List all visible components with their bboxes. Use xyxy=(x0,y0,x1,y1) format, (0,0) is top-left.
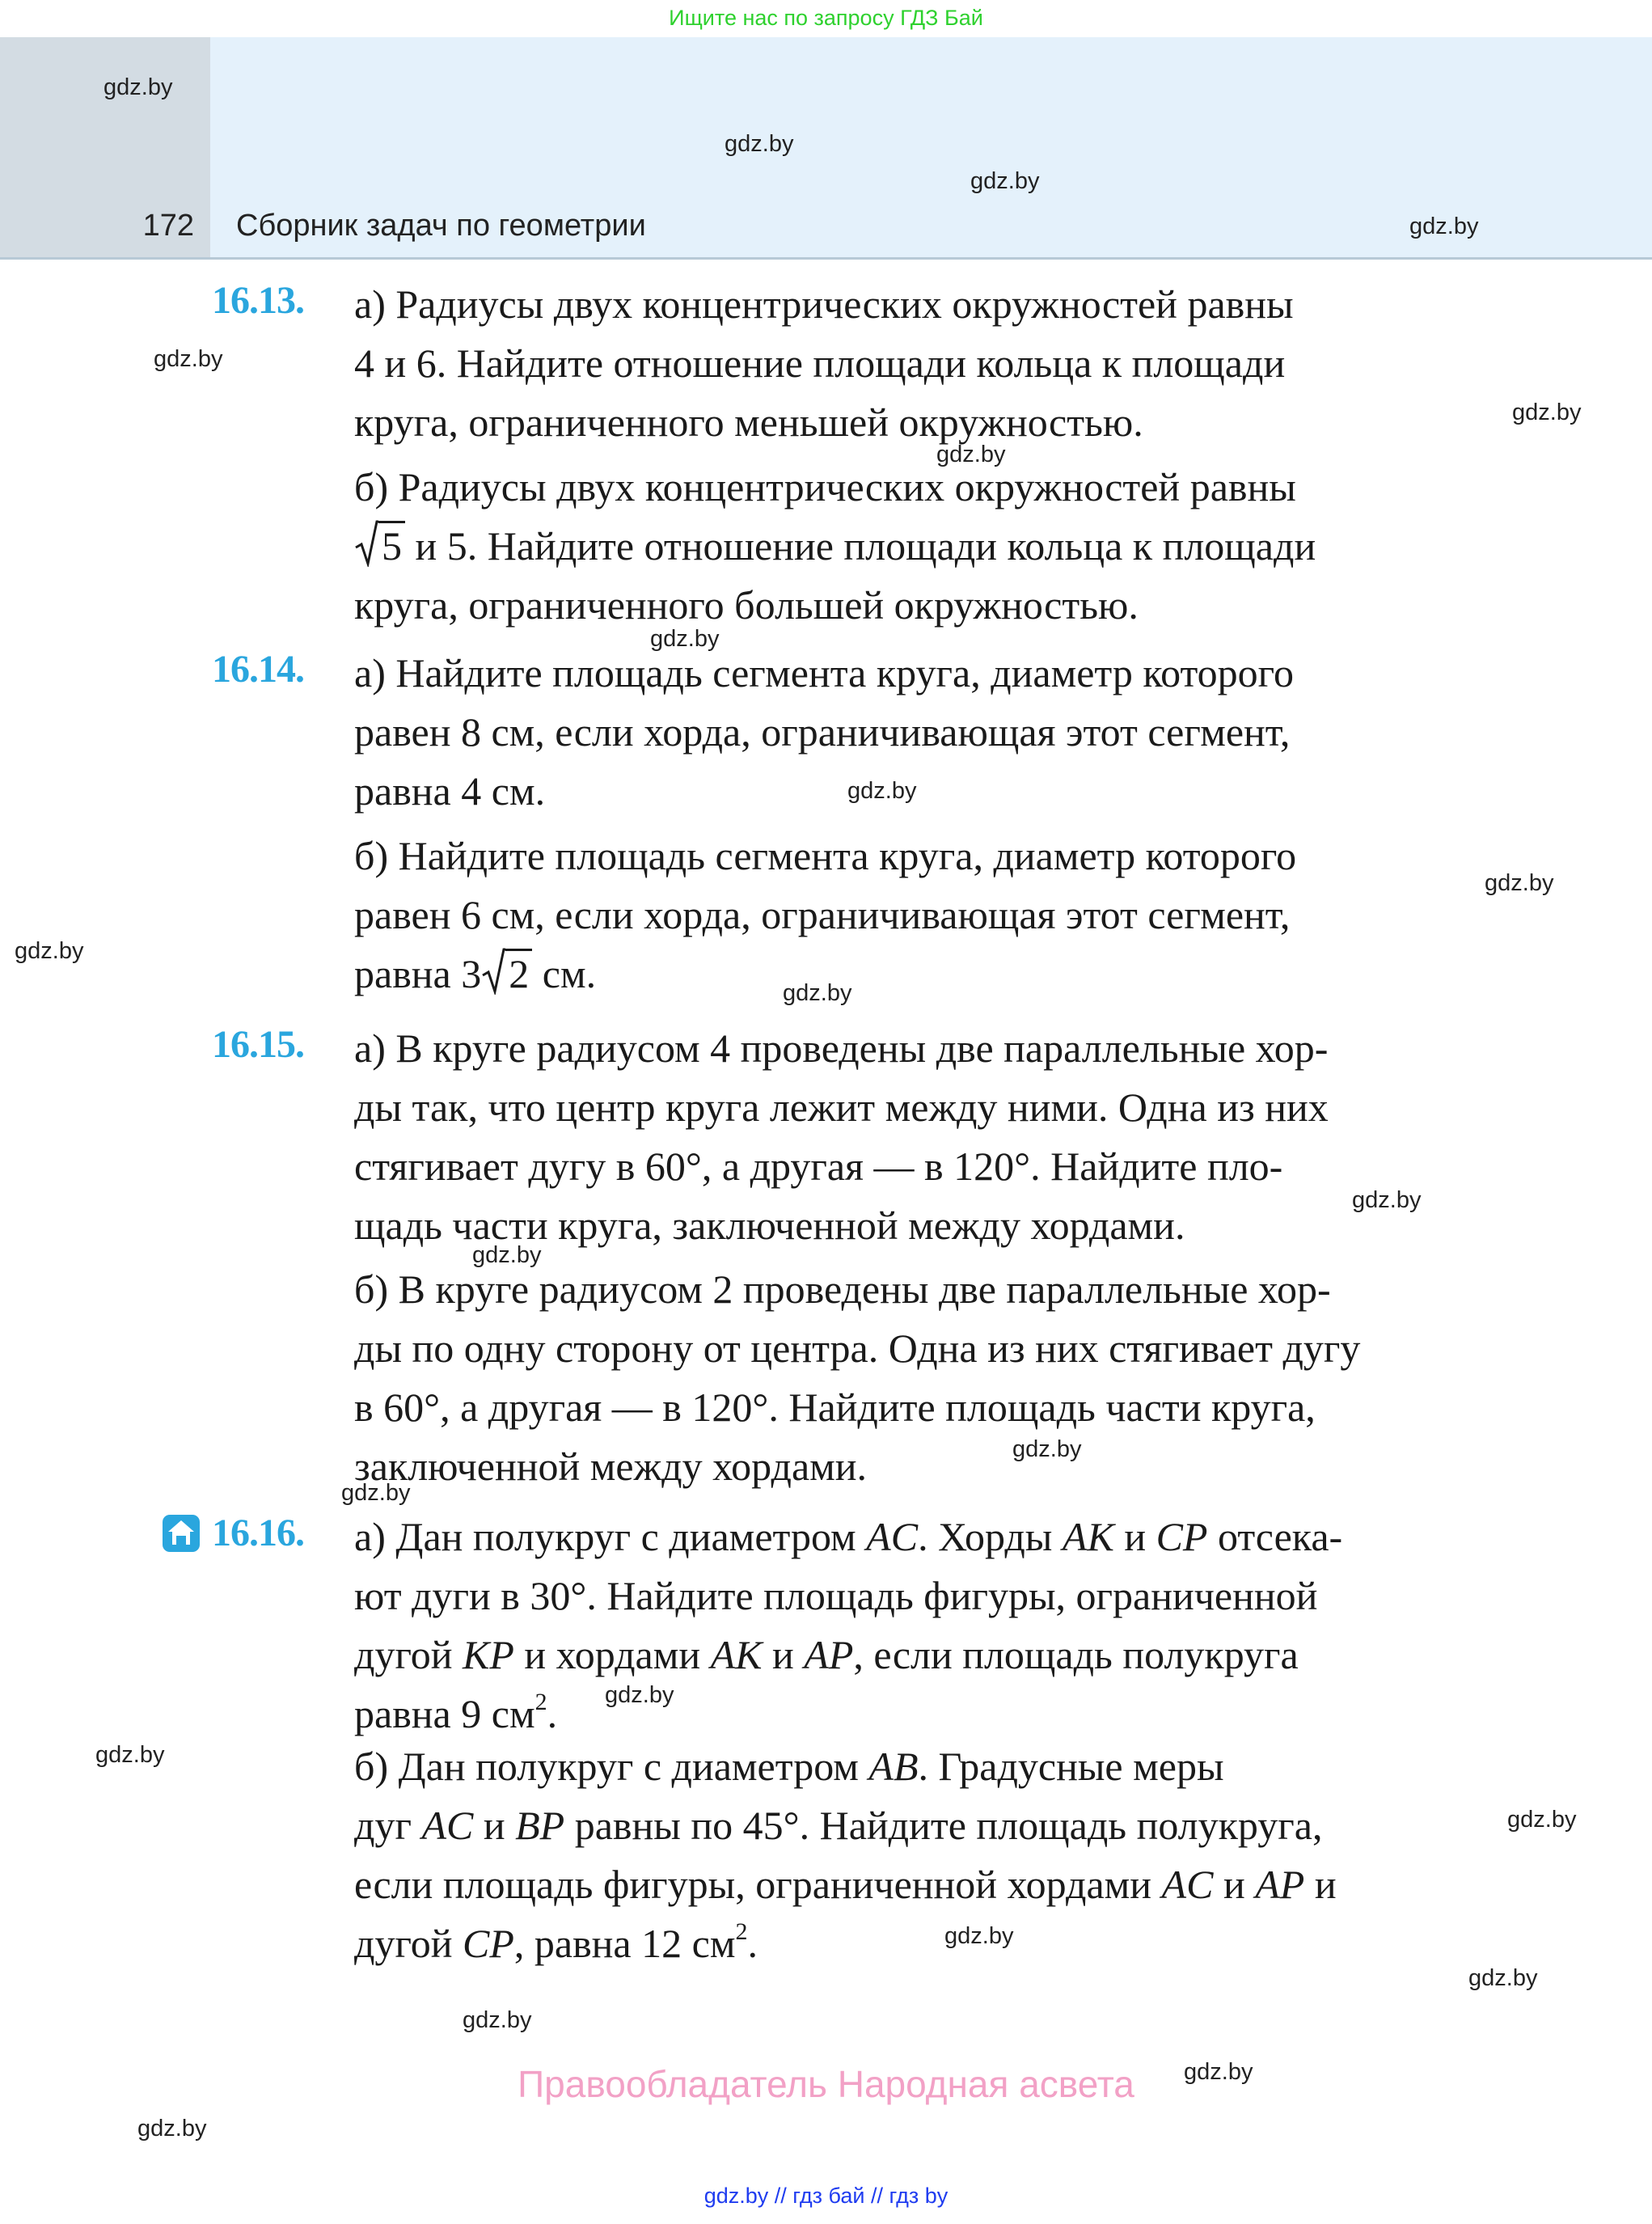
sqrt-sign-icon xyxy=(481,948,505,995)
watermark: gdz.by xyxy=(650,626,720,652)
text-line: б) Радиусы двух концентрических окружностей равны xyxy=(354,464,1296,509)
text-line: заключенной между хордами. xyxy=(354,1444,868,1489)
watermark: gdz.by xyxy=(1468,1965,1538,1991)
watermark: gdz.by xyxy=(605,1682,674,1708)
text-line: б) Найдите площадь сегмента круга, диаметр которого xyxy=(354,833,1297,878)
problem-number: 16.14. xyxy=(212,648,304,691)
text-line: ды по одну сторону от центра. Одна из них стягивает дугу xyxy=(354,1326,1361,1371)
watermark: gdz.by xyxy=(1352,1187,1422,1213)
page-number: 172 xyxy=(142,209,194,243)
text-line: дугой CP, равна 12 $см^2$. xyxy=(354,1918,758,1966)
sqrt-expression xyxy=(354,517,405,576)
watermark: gdz.by xyxy=(970,168,1040,194)
problem-number: 16.15. xyxy=(212,1023,304,1066)
text-line: круга, ограниченного большей окружностью. xyxy=(354,582,1139,628)
watermark: gdz.by xyxy=(472,1242,542,1268)
text-line: 4 и 6. Найдите отношение площади кольца к площади xyxy=(354,340,1286,386)
problem-16-16-a xyxy=(354,1507,1517,1744)
text-line: б) В круге радиусом 2 проведены две параллельные хор- xyxy=(354,1266,1331,1312)
problem-16-14-a xyxy=(354,644,1517,821)
text-line: ют дуги в 30°. Найдите площадь фигуры, ограниченной xyxy=(354,1573,1318,1618)
watermark: gdz.by xyxy=(1512,400,1582,425)
text-fragment: см. xyxy=(532,951,597,996)
watermark: gdz.by xyxy=(15,938,84,964)
text-line: а) Дан полукруг с диаметром AC. Хорды AK и CP отсека- xyxy=(354,1514,1343,1559)
watermark: gdz.by xyxy=(944,1923,1014,1949)
text-line: равен 8 см, если хорда, ограничивающая этот сегмент, xyxy=(354,709,1291,755)
watermark: gdz.by xyxy=(463,2007,532,2033)
text-line: а) Радиусы двух концентрических окружностей равны xyxy=(354,281,1294,327)
text-line: щадь части круга, заключенной между хордами. xyxy=(354,1203,1185,1248)
watermark: gdz.by xyxy=(725,131,794,157)
text-fragment: равна 3 xyxy=(354,951,482,996)
problem-16-13-b xyxy=(354,458,1517,635)
problem-16-15-a xyxy=(354,1019,1517,1255)
watermark: gdz.by xyxy=(154,346,223,372)
text-line: равна 9 $см^2$. xyxy=(354,1689,558,1736)
text-line: ды так, что центр круга лежит между ними. Одна из них xyxy=(354,1085,1329,1130)
book-title: Сборник задач по геометрии xyxy=(236,209,646,243)
copyright-notice: Правообладатель Народная асвета xyxy=(518,2063,1134,2105)
text-line: равна 4 см. xyxy=(354,768,546,814)
problem-16-13-a xyxy=(354,275,1517,452)
text-line: а) В круге радиусом 4 проведены две параллельные хор- xyxy=(354,1025,1329,1071)
sqrt-radicand: 5 xyxy=(378,521,405,569)
watermark: gdz.by xyxy=(783,980,852,1006)
watermark: gdz.by xyxy=(1409,214,1479,239)
sqrt-expression xyxy=(481,945,532,1004)
watermark: gdz.by xyxy=(1485,870,1554,896)
text-line: дугой KP и хордами AK и AP, если площадь полукруга xyxy=(354,1632,1299,1677)
text-line: б) Дан полукруг с диаметром AB. Градусные меры xyxy=(354,1744,1224,1789)
watermark: gdz.by xyxy=(1012,1436,1082,1462)
sqrt-sign-icon xyxy=(354,520,378,567)
header-divider xyxy=(0,257,1652,260)
text-line xyxy=(354,517,1517,576)
sqrt-radicand: 2 xyxy=(505,949,532,996)
watermark: gdz.by xyxy=(95,1742,165,1768)
footer-links[interactable]: gdz.by // гдз бай // гдз by xyxy=(703,2184,949,2208)
problem-16-16-b xyxy=(354,1737,1517,1973)
watermark: gdz.by xyxy=(341,1480,411,1506)
watermark: gdz.by xyxy=(847,778,917,804)
problem-number: 16.16. xyxy=(212,1512,304,1554)
text-fragment: и 5. Найдите отношение площади кольца к площади xyxy=(405,523,1316,569)
text-line: круга, ограниченного меньшей окружностью. xyxy=(354,400,1143,445)
problem-number: 16.13. xyxy=(212,279,304,322)
watermark: gdz.by xyxy=(936,442,1006,467)
text-line xyxy=(354,945,1517,1004)
watermark: gdz.by xyxy=(1184,2059,1253,2085)
problem-16-15-b xyxy=(354,1260,1517,1496)
text-line: а) Найдите площадь сегмента круга, диаметр которого xyxy=(354,650,1294,696)
watermark: gdz.by xyxy=(104,74,173,100)
problem-16-14-b xyxy=(354,827,1517,1004)
top-banner: Ищите нас по запросу ГДЗ Бай xyxy=(669,6,983,30)
text-line: если площадь фигуры, ограниченной хордами AC и AP и xyxy=(354,1862,1337,1907)
watermark: gdz.by xyxy=(137,2116,207,2142)
text-line: дуг AC и BP равны по 45°. Найдите площадь полукруга, xyxy=(354,1803,1323,1848)
home-icon xyxy=(162,1514,201,1553)
text-line: стягивает дугу в 60°, а другая — в 120°. Найдите пло- xyxy=(354,1144,1283,1189)
text-line: равен 6 см, если хорда, ограничивающая этот сегмент, xyxy=(354,892,1291,937)
text-line: в 60°, а другая — в 120°. Найдите площадь части круга, xyxy=(354,1385,1316,1430)
watermark: gdz.by xyxy=(1507,1807,1577,1833)
